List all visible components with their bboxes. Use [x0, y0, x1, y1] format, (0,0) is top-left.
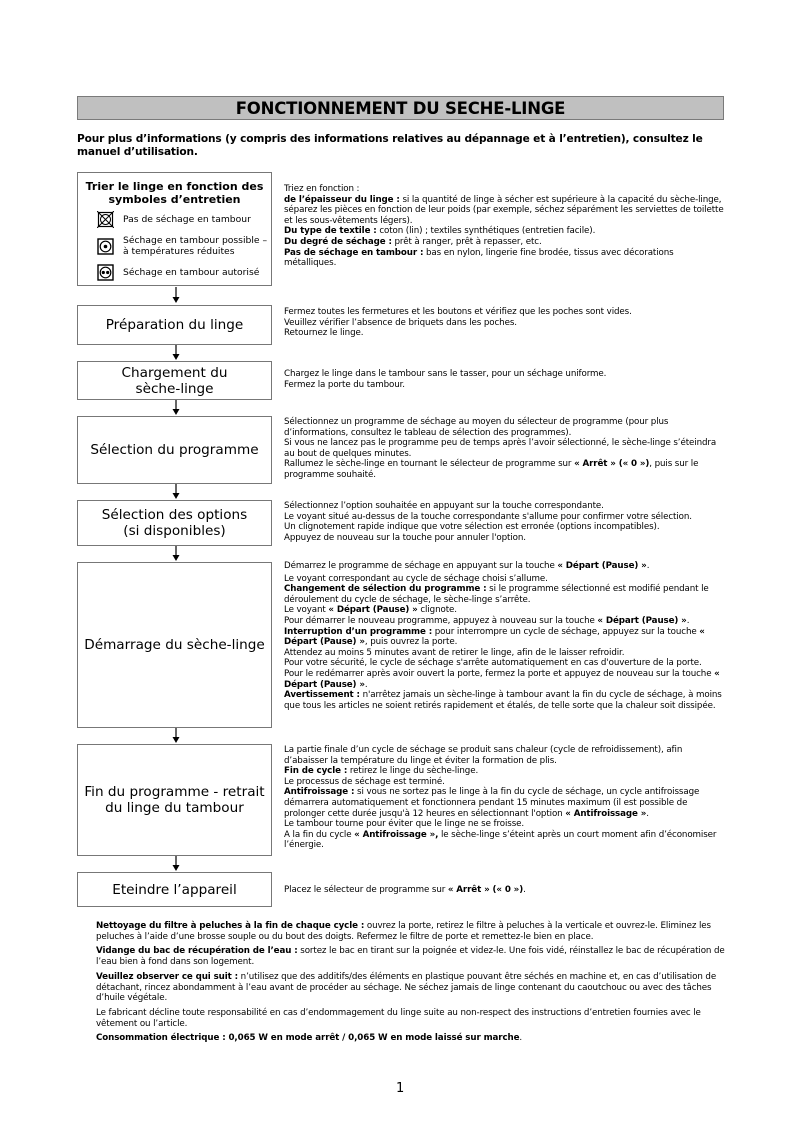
desc-text: A la fin du cycle « Antifroissage », le sèche-linge s’éteint après un court moment afin d’économiser l’énergie. [284, 829, 717, 851]
arrow-down-icon [171, 344, 181, 361]
step-label: Eteindre l’appareil [112, 881, 237, 898]
note-observe: Veuillez observer ce qui suit : n’utilisez que des additifs/des éléments en plastique pouvant être séchés en machine et, en cas d’utilisation de détachant, rincez abondamment à l’eau avant de procéder au séchage. Ne séchez jamais de linge contenant du caoutchouc ou avec des tâches d’huile végétale. [96, 971, 717, 1004]
symbol-row-allowed [97, 264, 271, 281]
desc-text: Avertissement : n'arrêtez jamais un sèche-linge à tambour avant la fin du cycle de séchage, à moins que tous les articles ne soient retirés rapidement et étalés, de telle sorte que la chaleur soit dissipée. [284, 690, 722, 711]
step-end-program [77, 744, 272, 856]
arrow-down-icon [171, 855, 181, 872]
note-power-consumption: Consommation électrique : 0,065 W en mode arrêt / 0,065 W en mode laissé sur marche. [96, 1033, 523, 1044]
intro-text: Pour plus d’informations (y compris des informations relatives au dépannage et à l’entretien), consultez le manuel d’utilisation. [77, 133, 703, 158]
desc-text: Si vous ne lancez pas le programme peu de temps après l’avoir sélectionné, le sèche-linge s’éteindra au bout de quelques minutes. [284, 438, 717, 459]
step-label: Sélection du programme [90, 442, 259, 458]
symbol-row-low-temp [97, 235, 271, 257]
step-program-selection [77, 416, 272, 484]
desc-text: Appuyez de nouveau sur la touche pour annuler l'option. [284, 532, 526, 543]
desc-text: Fermez toutes les fermetures et les boutons et vérifiez que les poches sont vides. [284, 307, 632, 317]
desc-text: Chargez le linge dans le tambour sans le tasser, pour un séchage uniforme. [284, 369, 607, 379]
step-label: Fin du programme - retrait du linge du tambour [84, 784, 265, 816]
arrow-down-icon [171, 287, 181, 304]
desc-text: Veuillez vérifier l’absence de briquets dans les poches. [284, 317, 517, 328]
desc-text: Attendez au moins 5 minutes avant de retirer le linge, afin de le laisser refroidir. [284, 647, 625, 658]
arrow-down-icon [171, 727, 181, 744]
arrow-down-icon [171, 545, 181, 562]
desc-text: Le processus de séchage est terminé. [284, 776, 445, 787]
desc-loading [284, 369, 724, 390]
desc-text: Interruption d’un programme : pour interrompre un cycle de séchage, appuyez sur la touche « Départ (Pause) », puis ouvrez la porte. [284, 626, 705, 648]
desc-text: Pour démarrer le nouveau programme, appuyez à nouveau sur la touche « Départ (Pause) ». [284, 615, 690, 626]
symbol-label: Pas de séchage en tambour [123, 214, 251, 225]
desc-text: Retournez le linge. [284, 328, 364, 339]
desc-text: Placez le sélecteur de programme sur « Arrêt » (« 0 »). [284, 885, 526, 895]
step-options-selection [77, 500, 272, 546]
desc-text: Le voyant correspondant au cycle de séchage choisi s’allume. [284, 573, 548, 584]
desc-program [284, 417, 724, 481]
desc-end [284, 745, 724, 851]
desc-text: Un clignotement rapide indique que votre sélection est erronée (options incompatibles). [284, 522, 660, 533]
tumble-dry-low-icon [97, 238, 114, 255]
page-title-bar [77, 96, 724, 120]
symbol-row-no-tumble [97, 211, 271, 228]
desc-text: Pour le redémarrer après avoir ouvert la porte, fermez la porte et appuyez de nouveau sur la touche « Départ (Pause) ». [284, 668, 720, 690]
step-loading [77, 361, 272, 400]
desc-options [284, 501, 724, 543]
desc-text: Fermez la porte du tambour. [284, 379, 405, 390]
arrow-down-icon [171, 399, 181, 416]
desc-text: Antifroissage : si vous ne sortez pas le linge à la fin du cycle de séchage, un cycle antifroissage démarrera automatiquement et fonctionnera pendant 15 minutes maximum (il est possible de prolonger cette durée jusqu'à 12 heures en sélectionnant l'option « Antifroissage ». [284, 787, 700, 819]
desc-text: Sélectionnez un programme de séchage au moyen du sélecteur de programme (pour plus d’informations, consultez le tableau de sélection des programmes). [284, 417, 669, 438]
desc-text: Du degré de séchage : prêt à ranger, prêt à repasser, etc. [284, 236, 542, 247]
step-label: Chargement du sèche-linge [121, 364, 228, 397]
desc-text: Pour votre sécurité, le cycle de séchage s'arrête automatiquement en cas d'ouverture de la porte. [284, 658, 702, 669]
note-filter: Nettoyage du filtre à peluches à la fin de chaque cycle : ouvrez la porte, retirez le filtre à peluches à la verticale et ouvrez-le. Eliminez les peluches à l’aide d’une brosse souple ou du bout des doigts. Refermez le filtre de porte et remettez-le bien en place. [96, 921, 711, 942]
desc-text: Du type de textile : coton (lin) ; textiles synthétiques (entretien facile). [284, 226, 596, 237]
arrow-down-icon [171, 483, 181, 500]
desc-start [284, 561, 724, 711]
page-number: 1 [396, 1081, 405, 1096]
note-liability: Le fabricant décline toute responsabilité en cas d’endommagement du linge suite au non-respect des instructions d’entretien fournies avec le vêtement ou l’article. [96, 1007, 701, 1029]
desc-text: Rallumez le sèche-linge en tournant le sélecteur de programme sur « Arrêt » (« 0 »), puis sur le programme souhaité. [284, 459, 699, 480]
note-water-tank: Vidange du bac de récupération de l’eau : sortez le bac en tirant sur la poignée et videz-le. Une fois vidé, réinstallez le bac de récupération de l’eau bien à fond dans son logement. [96, 946, 725, 968]
desc-text: de l’épaisseur du linge : si la quantité de linge à sécher est supérieure à la capacité du sèche-linge, séparez les pièces en fonction de leur poids (par exemple, séchez séparément les serviettes de toilette et les sous-vêtements légers). [284, 194, 724, 226]
step-switch-off [77, 872, 272, 907]
desc-preparation [284, 307, 724, 339]
symbol-label: Séchage en tambour possible – à températures réduites [123, 235, 268, 257]
step-start [77, 562, 272, 728]
step-label: Sélection des options (si disponibles) [101, 507, 248, 539]
desc-sort [284, 184, 724, 269]
sort-box-title: Trier le linge en fonction des symboles d’entretien [85, 180, 264, 206]
desc-switch-off [284, 885, 724, 896]
maintenance-notes [96, 921, 726, 1048]
desc-text: Démarrez le programme de séchage en appuyant sur la touche « Départ (Pause) ». [284, 561, 650, 571]
desc-text: Pas de séchage en tambour : bas en nylon, lingerie fine brodée, tissus avec décorations métalliques. [284, 247, 674, 269]
no-tumble-dry-icon [97, 211, 114, 228]
desc-text: Le voyant situé au-dessus de la touche correspondante s'allume pour confirmer votre sélection. [284, 511, 692, 522]
step-preparation [77, 305, 272, 345]
step-label: Démarrage du sèche-linge [84, 637, 265, 653]
symbol-label: Séchage en tambour autorisé [123, 267, 260, 278]
desc-text: Fin de cycle : retirez le linge du sèche-linge. [284, 766, 479, 777]
step-label: Préparation du linge [105, 317, 244, 333]
page-title: FONCTIONNEMENT DU SECHE-LINGE [235, 99, 566, 118]
desc-text: Sélectionnez l’option souhaitée en appuyant sur la touche correspondante. [284, 501, 604, 511]
desc-text: La partie finale d’un cycle de séchage se produit sans chaleur (cycle de refroidissement), afin d’abaisser la température du linge et éviter la formation de plis. [284, 745, 683, 766]
desc-text: Triez en fonction : [284, 184, 360, 194]
sort-laundry-box [77, 172, 272, 286]
desc-text: Changement de sélection du programme : si le programme sélectionné est modifié pendant le déroulement du cycle de séchage, le sèche-linge s’arrête. [284, 584, 709, 605]
desc-text: Le voyant « Départ (Pause) » clignote. [284, 605, 457, 616]
tumble-dry-normal-icon [97, 264, 114, 281]
desc-text: Le tambour tourne pour éviter que le linge ne se froisse. [284, 819, 525, 830]
